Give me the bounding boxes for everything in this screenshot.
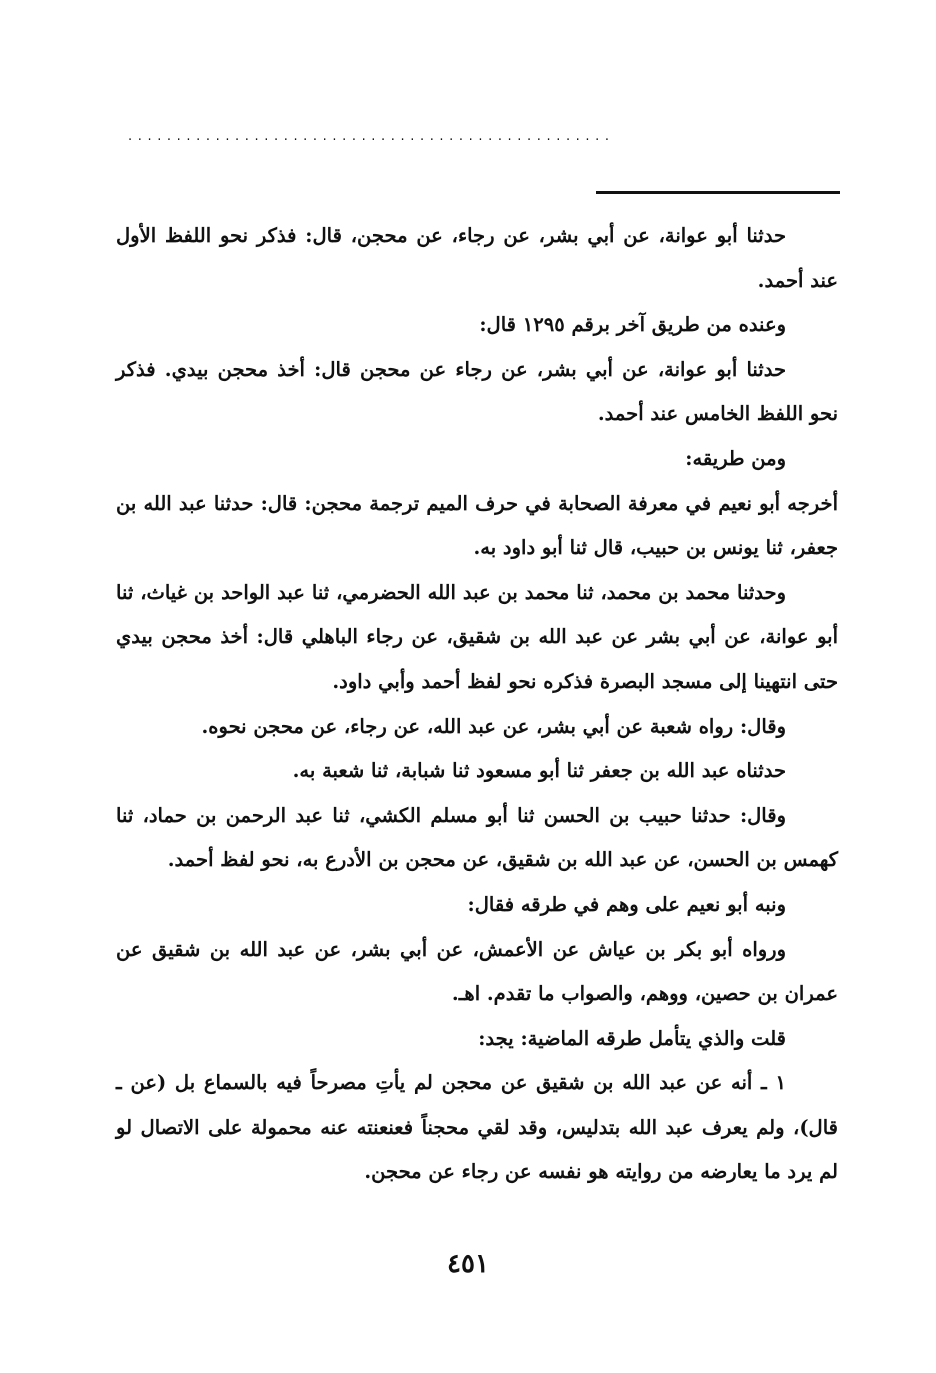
paragraph: حدثناه عبد الله بن جعفر ثنا أبو مسعود ثنا شبابة، ثنا شعبة به.: [292, 759, 786, 783]
paragraph: وحدثنا محمد بن محمد، ثنا محمد بن عبد الله الحضرمي، ثنا عبد الواحد بن غياث، ثنا أبو عوانة، عن أبي بشر عن عبد الله بن شقيق، عن رجاء الباهلي قال: أخذ محجن بيدي حتى انتهينا إلى مسجد البصرة فذكره نحو لفظ أحمد وأبي داود.: [116, 580, 838, 693]
paragraph: ومن طريقه:: [685, 446, 786, 470]
paragraph: حدثنا أبو عوانة، عن أبي بشر، عن رجاء، عن محجن، قال: فذكر نحو اللفظ الأول عند أحمد.: [116, 224, 838, 292]
page-number: ٤٥١: [447, 1249, 489, 1279]
page-body: [116, 214, 838, 1195]
paragraph: وقال: رواه شعبة عن أبي بشر، عن عبد الله، عن رجاء، عن محجن نحوه.: [201, 714, 786, 738]
paragraph: ورواه أبو بكر بن عياش عن الأعمش، عن أبي بشر، عن عبد الله بن شقيق عن عمران بن حصين، ووهم، والصواب ما تقدم. اهـ.: [116, 937, 838, 1006]
paragraph: ١ ـ أنه عن عبد الله بن شقيق عن محجن لم يأتِ مصرحاً فيه بالسماع بل (عن ـ قال)، ولم يعرف عبد الله بتدليس، وقد لقي محجناً فعنعنته عنه محمولة على الاتصال لو لم يرد ما يعارضه من روايته هو نفسه عن رجاء عن محجن.: [116, 1071, 838, 1184]
paragraph: وقال: حدثنا حبيب بن الحسن ثنا أبو مسلم الكشي، ثنا عبد الرحمن بن حماد، ثنا كهمس بن الحسن، عن عبد الله بن شقيق، عن محجن بن الأدرع به، نحو لفظ أحمد.: [116, 803, 838, 872]
paragraph: ونبه أبو نعيم على وهم في طرقه فقال:: [467, 892, 786, 916]
paragraph: وعنده من طريق آخر برقم ١٢٩٥ قال:: [479, 313, 786, 337]
separator-dots: ··················································: [128, 134, 615, 148]
paragraph: أخرجه أبو نعيم في معرفة الصحابة في حرف الميم ترجمة محجن: قال: حدثنا عبد الله بن جعفر، ثنا يونس بن حبيب، قال ثنا أبو داود به.: [116, 491, 838, 560]
footnote-rule: [596, 191, 840, 194]
paragraph: حدثنا أبو عوانة، عن أبي بشر، عن رجاء عن محجن قال: أخذ محجن بيدي. فذكر نحو اللفظ الخامس عند أحمد.: [116, 357, 838, 426]
paragraph: قلت والذي يتأمل طرقه الماضية: يجد:: [478, 1026, 786, 1050]
